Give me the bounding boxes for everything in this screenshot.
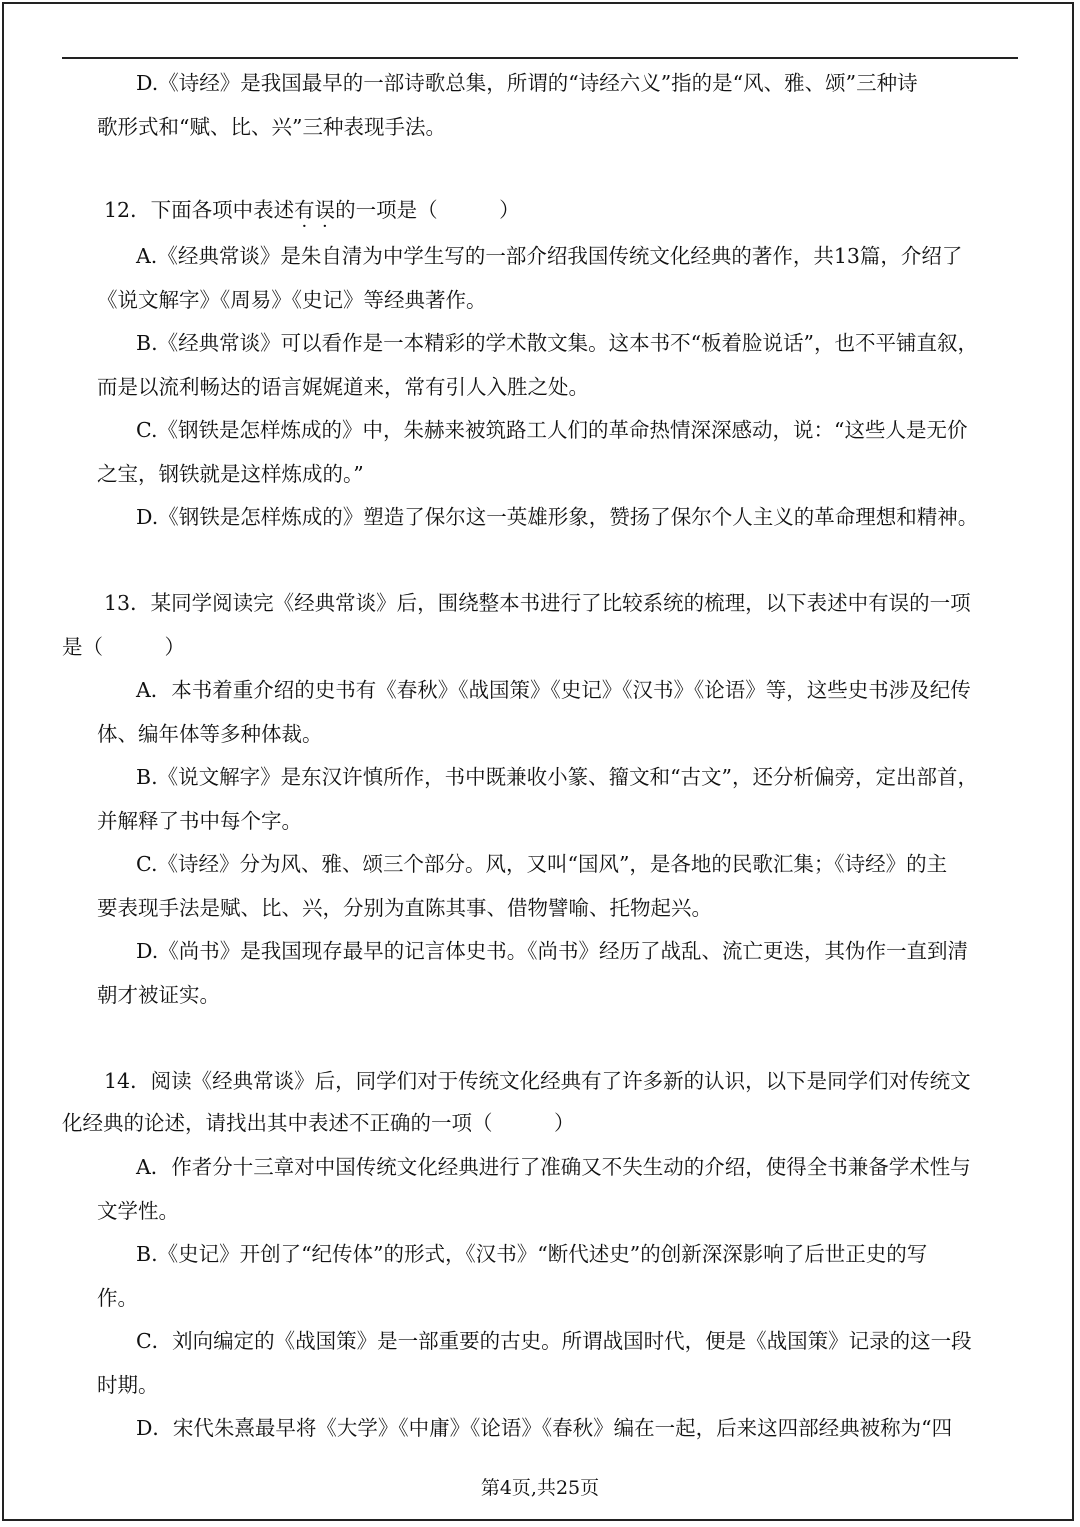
q12-option-b-line1: B.《经典常谈》可以看作是一本精彩的学术散文集。这本书不“板着脸说话”，也不平铺直叙， <box>136 331 979 355</box>
q13-option-a-line1: A．本书着重介绍的史书有《春秋》《战国策》《史记》《汉书》《论语》等，这些史书涉及纪传 <box>136 678 971 702</box>
q12-option-a-line1: A.《经典常谈》是朱自清为中学生写的一部介绍我国传统文化经典的著作，共13篇，介绍了 <box>136 244 963 268</box>
q12-stem <box>104 195 520 225</box>
q13-option-d-line2: 朝才被证实。 <box>97 983 220 1007</box>
q12-stem-after: 的一项是（ ） <box>335 198 520 222</box>
header-rule <box>62 57 1018 59</box>
q12-option-a-line2: 《说文解字》《周易》《史记》等经典著作。 <box>97 288 487 312</box>
q12-option-c-line2: 之宝，钢铁就是这样炼成的。” <box>97 462 364 486</box>
q11-option-d-line2: 歌形式和“赋、比、兴”三种表现手法。 <box>97 115 446 139</box>
q14-option-d-line1: D．宋代朱熹最早将《大学》《中庸》《论语》《春秋》编在一起，后来这四部经典被称为“四 <box>136 1416 953 1440</box>
q14-option-b-line1: B.《史记》开创了“纪传体”的形式，《汉书》“断代述史”的创新深深影响了后世正史的写 <box>136 1242 928 1266</box>
q14-stem-line2: 化经典的论述，请找出其中表述不正确的一项（ ） <box>62 1111 575 1135</box>
q12-option-d-line1: D.《钢铁是怎样炼成的》塑造了保尔这一英雄形象，赞扬了保尔个人主义的革命理想和精神。 <box>136 505 979 529</box>
q14-option-a-line2: 文学性。 <box>97 1199 179 1223</box>
q11-option-d-line1: D.《诗经》是我国最早的一部诗歌总集，所谓的“诗经六义”指的是“风、雅、颂”三种诗 <box>136 71 918 95</box>
q13-option-c-line1: C.《诗经》分为风、雅、颂三个部分。风，又叫“国风”，是各地的民歌汇集；《诗经》的主 <box>136 852 948 876</box>
q13-stem-line1: 13．某同学阅读完《经典常谈》后，围绕整本书进行了比较系统的梳理，以下表述中有误的一项 <box>104 591 971 615</box>
q13-option-b-line1: B.《说文解字》是东汉许慎所作，书中既兼收小篆、籀文和“古文”，还分析偏旁，定出部首， <box>136 765 979 789</box>
page-number: 第4页,共25页 <box>480 1477 600 1499</box>
q14-option-b-line2: 作。 <box>97 1286 138 1310</box>
q12-option-b-line2: 而是以流利畅达的语言娓娓道来，常有引人入胜之处。 <box>97 375 589 399</box>
q12-stem-before: 12．下面各项中表述 <box>104 198 295 222</box>
q12-option-c-line1: C.《钢铁是怎样炼成的》中，朱赫来被筑路工人们的革命热情深深感动，说：“这些人是无价 <box>136 418 968 442</box>
q12-stem-emphasis-1: 有 <box>294 198 315 222</box>
q12-stem-emphasis-2: 误 <box>314 198 336 222</box>
q13-stem-line2: 是（ ） <box>62 635 185 659</box>
q13-option-c-line2: 要表现手法是赋、比、兴，分别为直陈其事、借物譬喻、托物起兴。 <box>97 896 712 920</box>
q14-option-c-line2: 时期。 <box>97 1373 159 1397</box>
q13-option-d-line1: D.《尚书》是我国现存最早的记言体史书。《尚书》经历了战乱、流亡更迭，其伪作一直到清 <box>136 939 968 963</box>
q13-option-a-line2: 体、编年体等多种体裁。 <box>97 722 323 746</box>
q14-option-c-line1: C．刘向编定的《战国策》是一部重要的古史。所谓战国时代，便是《战国策》记录的这一段 <box>136 1329 972 1353</box>
q13-option-b-line2: 并解释了书中每个字。 <box>97 809 302 833</box>
q14-stem-line1: 14．阅读《经典常谈》后，同学们对于传统文化经典有了许多新的认识，以下是同学们对传统文 <box>104 1069 971 1093</box>
q14-option-a-line1: A．作者分十三章对中国传统文化经典进行了准确又不失生动的介绍，使得全书兼备学术性与 <box>136 1155 971 1179</box>
